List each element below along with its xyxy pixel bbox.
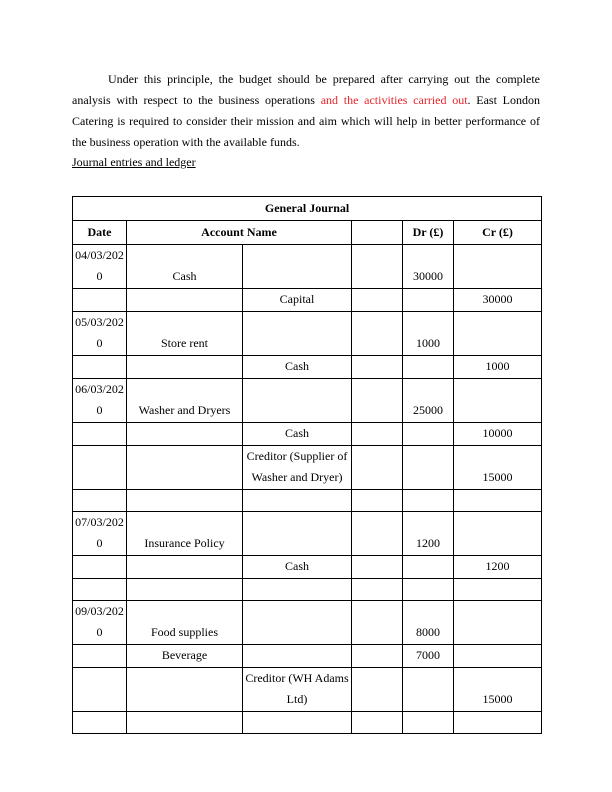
dr-cell: 7000	[403, 645, 454, 668]
blank-cell	[352, 312, 403, 356]
credit-account-cell	[243, 601, 352, 645]
debit-account-cell	[127, 556, 243, 579]
table-row	[73, 423, 542, 446]
debit-account-cell	[127, 490, 243, 512]
blank-cell	[352, 556, 403, 579]
cr-cell	[454, 312, 542, 356]
date-cell	[73, 556, 127, 579]
cr-cell	[454, 712, 542, 734]
highlighted-text: and the activities carried out	[320, 93, 468, 107]
debit-account-cell: Washer and Dryers	[127, 379, 243, 423]
credit-account-cell	[243, 379, 352, 423]
blank-cell	[352, 712, 403, 734]
date-cell: 04/03/2020	[73, 245, 127, 289]
table-row	[73, 356, 542, 379]
blank-cell	[352, 289, 403, 312]
blank-cell	[352, 512, 403, 556]
cr-cell: 1200	[454, 556, 542, 579]
blank-cell	[352, 645, 403, 668]
dr-cell: 1000	[403, 312, 454, 356]
blank-cell	[352, 601, 403, 645]
dr-cell	[403, 712, 454, 734]
table-row	[73, 379, 542, 423]
cr-cell: 10000	[454, 423, 542, 446]
credit-account-cell: Capital	[243, 289, 352, 312]
blank-cell	[352, 423, 403, 446]
journal-title: General Journal	[73, 197, 542, 221]
general-journal-table	[72, 196, 542, 734]
date-cell	[73, 490, 127, 512]
date-cell: 07/03/2020	[73, 512, 127, 556]
debit-account-cell	[127, 356, 243, 379]
credit-account-cell	[243, 512, 352, 556]
dr-cell: 1200	[403, 512, 454, 556]
credit-account-cell: Creditor (Supplier of Washer and Dryer)	[243, 446, 352, 490]
table-row	[73, 490, 542, 512]
credit-account-cell	[243, 312, 352, 356]
header-dr: Dr (£)	[403, 221, 454, 245]
cr-cell: 15000	[454, 446, 542, 490]
credit-account-cell: Creditor (WH Adams Ltd)	[243, 668, 352, 712]
blank-cell	[352, 446, 403, 490]
dr-cell	[403, 579, 454, 601]
debit-account-cell: Cash	[127, 245, 243, 289]
dr-cell: 30000	[403, 245, 454, 289]
table-row	[73, 446, 542, 490]
cr-cell	[454, 601, 542, 645]
blank-cell	[352, 245, 403, 289]
dr-cell	[403, 490, 454, 512]
dr-cell	[403, 668, 454, 712]
debit-account-cell	[127, 579, 243, 601]
cr-cell	[454, 490, 542, 512]
header-blank	[352, 221, 403, 245]
cr-cell	[454, 645, 542, 668]
table-row	[73, 312, 542, 356]
paragraph-text: Under this principle, the budget should be prepared after carrying out the complete analysis with respect to the business operations	[72, 72, 540, 107]
date-cell	[73, 423, 127, 446]
dr-cell: 25000	[403, 379, 454, 423]
table-row	[73, 289, 542, 312]
debit-account-cell	[127, 423, 243, 446]
debit-account-cell: Beverage	[127, 645, 243, 668]
table-row	[73, 712, 542, 734]
credit-account-cell	[243, 579, 352, 601]
cr-cell	[454, 579, 542, 601]
blank-cell	[352, 379, 403, 423]
cr-cell: 1000	[454, 356, 542, 379]
header-date: Date	[73, 221, 127, 245]
debit-account-cell	[127, 712, 243, 734]
date-cell	[73, 356, 127, 379]
date-cell: 05/03/2020	[73, 312, 127, 356]
table-row	[73, 579, 542, 601]
cr-cell	[454, 512, 542, 556]
table-row	[73, 668, 542, 712]
header-account-name: Account Name	[127, 221, 352, 245]
table-row	[73, 512, 542, 556]
credit-account-cell	[243, 245, 352, 289]
credit-account-cell	[243, 645, 352, 668]
dr-cell	[403, 446, 454, 490]
table-row	[73, 601, 542, 645]
dr-cell	[403, 356, 454, 379]
credit-account-cell	[243, 712, 352, 734]
debit-account-cell: Food supplies	[127, 601, 243, 645]
header-cr: Cr (£)	[454, 221, 542, 245]
date-cell	[73, 712, 127, 734]
date-cell: 06/03/2020	[73, 379, 127, 423]
blank-cell	[352, 356, 403, 379]
credit-account-cell	[243, 490, 352, 512]
dr-cell	[403, 423, 454, 446]
table-row	[73, 556, 542, 579]
credit-account-cell: Cash	[243, 423, 352, 446]
date-cell	[73, 579, 127, 601]
date-cell	[73, 668, 127, 712]
dr-cell: 8000	[403, 601, 454, 645]
blank-cell	[352, 668, 403, 712]
credit-account-cell: Cash	[243, 556, 352, 579]
debit-account-cell	[127, 446, 243, 490]
cr-cell	[454, 245, 542, 289]
date-cell	[73, 289, 127, 312]
debit-account-cell	[127, 289, 243, 312]
date-cell: 09/03/2020	[73, 601, 127, 645]
debit-account-cell: Store rent	[127, 312, 243, 356]
debit-account-cell	[127, 668, 243, 712]
dr-cell	[403, 289, 454, 312]
blank-cell	[352, 579, 403, 601]
section-heading: Journal entries and ledger	[72, 155, 196, 169]
dr-cell	[403, 556, 454, 579]
body-paragraph	[72, 69, 540, 153]
cr-cell: 15000	[454, 668, 542, 712]
paragraph-text-end: . East London Catering is required to consider their mission and aim which will help in better performance of the business operation with the available funds.	[72, 93, 540, 149]
debit-account-cell: Insurance Policy	[127, 512, 243, 556]
date-cell	[73, 446, 127, 490]
cr-cell	[454, 379, 542, 423]
blank-cell	[352, 490, 403, 512]
cr-cell: 30000	[454, 289, 542, 312]
credit-account-cell: Cash	[243, 356, 352, 379]
table-row	[73, 245, 542, 289]
date-cell	[73, 645, 127, 668]
table-row	[73, 645, 542, 668]
